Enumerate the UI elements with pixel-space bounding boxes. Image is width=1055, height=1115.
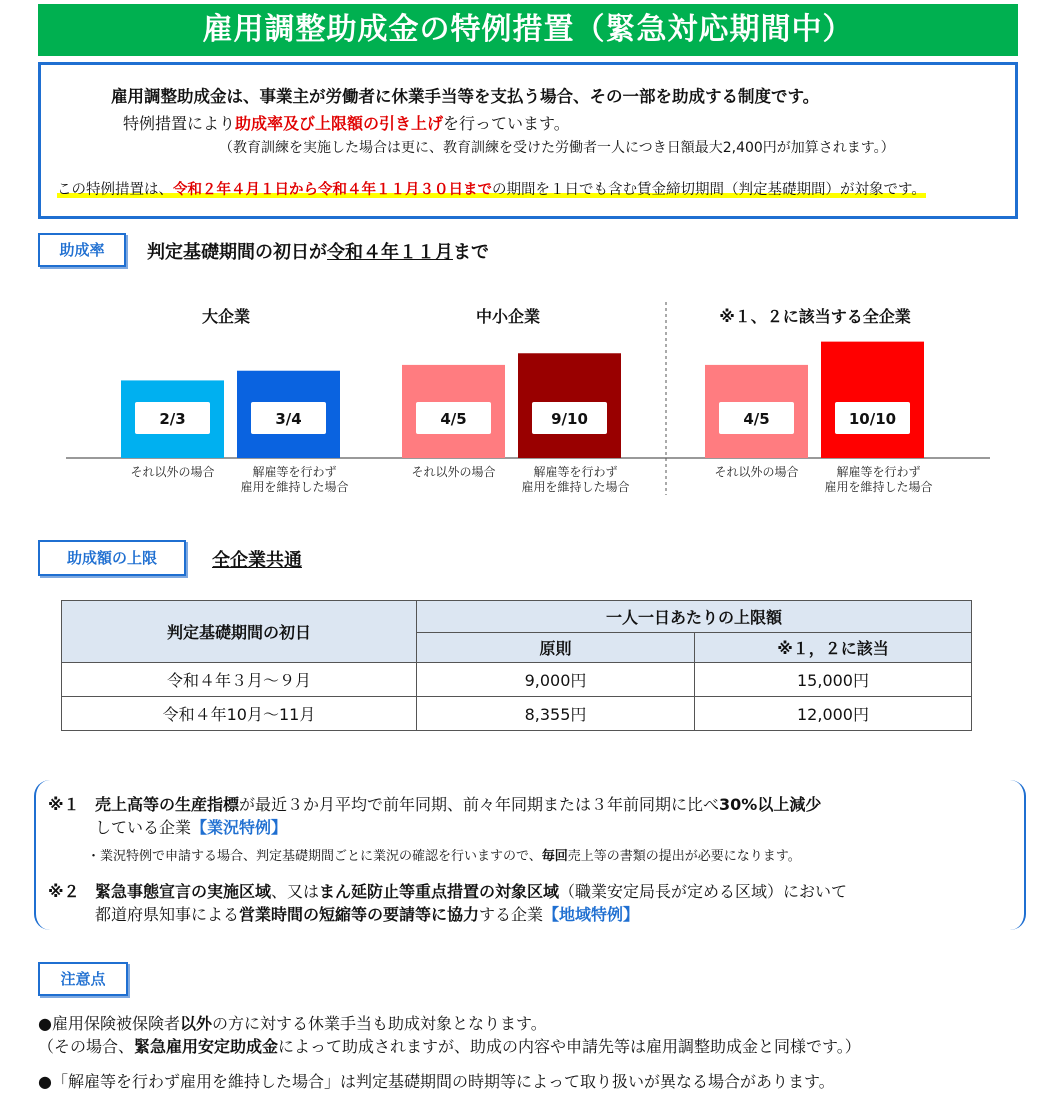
- intro-box: [38, 62, 1018, 219]
- category-label: 雇用を維持した場合: [240, 480, 349, 494]
- category-label: 雇用を維持した場合: [824, 480, 933, 494]
- intro-line-2: [123, 111, 570, 134]
- category-label: 解雇等を行わず: [533, 465, 618, 479]
- note-2-text-4: する企業: [479, 905, 544, 924]
- table-row: [62, 697, 972, 731]
- note-1-sub: [87, 845, 801, 864]
- rate-label: 4/5: [440, 410, 467, 428]
- note-2-bold-1: 緊急事態宣言の実施区域: [95, 882, 272, 901]
- note-2-mark: ※２: [48, 882, 80, 901]
- rate-section-heading: [147, 238, 489, 264]
- rate-label: 10/10: [848, 410, 897, 428]
- note-2-text-1: 、又は: [271, 882, 320, 901]
- table-row: [62, 663, 972, 697]
- intro-line-2-pre: 特例措置により: [123, 114, 236, 133]
- note-1-sub-pre: ・業況特例で申請する場合、判定基礎期間ごとに業況の確認を行いますので、: [87, 849, 542, 864]
- note-1-text-2: している企業: [95, 818, 192, 837]
- table-header-standard: 原則: [417, 633, 695, 663]
- caution-1-post: の方に対する休業手当も助成対象となります。: [211, 1014, 547, 1033]
- subsidy-rate-chart: [0, 290, 1055, 510]
- intro-period-dates: 令和２年４月１日から令和４年１１月３０日まで: [173, 182, 492, 198]
- rate-heading-date: 令和４年１１月: [327, 242, 453, 263]
- category-label: 解雇等を行わず: [252, 465, 337, 479]
- note-1-tag: 【業況特例】: [191, 818, 288, 837]
- note-1-sub-post: 売上等の書類の提出が必要になります。: [567, 849, 801, 864]
- rate-label: 9/10: [551, 410, 588, 428]
- table-cell: 8,355円: [417, 697, 695, 731]
- rate-label: 4/5: [743, 410, 770, 428]
- page-title: 雇用調整助成金の特例措置（緊急対応期間中）: [38, 4, 1018, 56]
- intro-line-2-post: を行っています。: [443, 114, 570, 133]
- intro-line-1: 雇用調整助成金は、事業主が労働者に休業手当等を支払う場合、その一部を助成する制度です。: [111, 87, 820, 106]
- intro-line-2-highlight: 助成率及び上限額の引き上げ: [235, 114, 444, 133]
- note-2-text-3: 都道府県知事による: [95, 905, 240, 924]
- caution-item-1: [38, 1011, 547, 1034]
- caution-section-tag: 注意点: [38, 962, 128, 996]
- note-1-text-1: が最近３か月平均で前年同期、前々年同期または３年前同期に比べ: [239, 795, 720, 814]
- table-header-special: ※１，２に該当: [695, 633, 972, 663]
- caution-1-bold: 以外: [179, 1014, 212, 1033]
- note-2-line-2: [95, 902, 639, 925]
- caution-1b-bold: 緊急雇用安定助成金: [134, 1037, 279, 1056]
- rate-label: 3/4: [275, 410, 302, 428]
- note-1-line-2: [95, 815, 287, 838]
- table-cell: 15,000円: [695, 663, 972, 697]
- category-label: 解雇等を行わず: [836, 465, 921, 479]
- limit-table: [61, 600, 972, 731]
- note-2-bold-2: まん延防止等重点措置の対象区域: [319, 882, 560, 901]
- rate-label: 2/3: [159, 410, 186, 428]
- category-label: それ以外の場合: [130, 465, 215, 479]
- caution-1b-post: によって助成されますが、助成の内容や申請先等は雇用調整助成金と同様です。）: [278, 1037, 861, 1056]
- intro-line-4: [57, 178, 926, 199]
- table-cell: 令和４年10月～11月: [62, 697, 417, 731]
- limit-section-heading: 全企業共通: [212, 550, 302, 571]
- limit-section-tag: 助成額の上限: [38, 540, 186, 576]
- caution-1b-pre: （その場合、: [38, 1037, 135, 1056]
- caution-1-pre: ●雇用保険被保険者: [38, 1014, 180, 1033]
- note-1-sub-bold: 毎回: [541, 849, 568, 864]
- note-2-bold-3: 営業時間の短縮等の要請等に協力: [239, 905, 480, 924]
- note-2-tag: 【地域特例】: [543, 905, 640, 924]
- note-2-text-2: （職業安定局長が定める区域）において: [559, 882, 848, 901]
- category-label: それ以外の場合: [714, 465, 799, 479]
- table-cell: 9,000円: [417, 663, 695, 697]
- note-2-line-1: [95, 879, 847, 902]
- table-header-period: 判定基礎期間の初日: [62, 601, 417, 663]
- category-label: 雇用を維持した場合: [521, 480, 630, 494]
- rate-heading-post: まで: [453, 242, 489, 263]
- intro-line-4-post: の期間を１日でも含む賃金締切期間（判定基礎期間）が対象です。: [492, 182, 926, 198]
- group-label: 大企業: [201, 307, 251, 326]
- category-label: それ以外の場合: [411, 465, 496, 479]
- group-label: 中小企業: [475, 307, 541, 326]
- rate-bar: [821, 342, 924, 458]
- intro-period-highlight: [57, 182, 926, 198]
- caution-item-2: ●「解雇等を行わず雇用を維持した場合」は判定基礎期間の時期等によって取り扱いが異なる場合があります。: [38, 1072, 835, 1091]
- table-cell: 令和４年３月～９月: [62, 663, 417, 697]
- rate-heading-pre: 判定基礎期間の初日が: [147, 242, 327, 263]
- table-header-group: 一人一日あたりの上限額: [417, 601, 972, 633]
- intro-line-3: （教育訓練を実施した場合は更に、教育訓練を受けた労働者一人につき日額最大2,400円が加算されます。）: [219, 140, 895, 156]
- note-1-mark: ※１: [48, 795, 80, 814]
- group-label: ※１、２に該当する全企業: [719, 307, 911, 326]
- note-1-bold-2: 30%以上減少: [719, 795, 822, 814]
- rate-section-tag: 助成率: [38, 233, 126, 267]
- note-1-line-1: [95, 792, 821, 815]
- table-cell: 12,000円: [695, 697, 972, 731]
- caution-item-1-detail: [38, 1034, 861, 1057]
- note-1-bold-1: 売上高等の生産指標: [95, 795, 240, 814]
- intro-line-4-pre: この特例措置は、: [57, 182, 173, 198]
